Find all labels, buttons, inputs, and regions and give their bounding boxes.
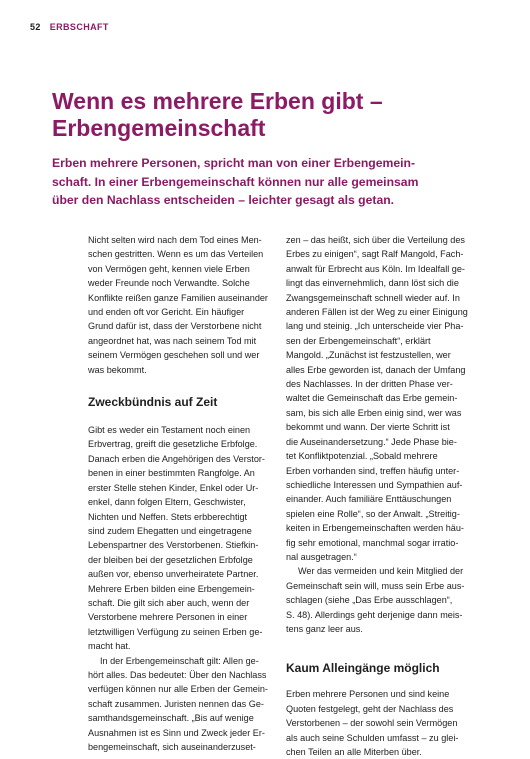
text-line: anderen Fällen ist der Weg zu einer Einigung — [286, 307, 468, 318]
text-line: chen Teilen an alle Miterben über. — [286, 747, 422, 757]
text-line: schlagen (siehe „Das Erbe ausschlagen“, — [286, 595, 453, 606]
text-line: bekommt und wann. Der vierte Schritt ist — [286, 422, 450, 433]
left-column — [88, 233, 278, 754]
text-line: was bekommt. — [88, 364, 147, 375]
text-line: Grund dafür ist, dass der Verstorbene nicht — [88, 321, 262, 332]
text-line: Gemeinschaft sein will, muss sein Erbe aus- — [286, 580, 465, 591]
text-line: nal ausgetragen.“ — [286, 551, 357, 562]
text-line: bengemeinschaft, sich auseinanderzuset- — [88, 742, 256, 752]
text-line: erster Stelle stehen Kinder, Enkel oder Ur- — [88, 482, 259, 493]
text-line: weder Freunde noch Verwandte. Solche — [88, 278, 250, 289]
page-title — [52, 88, 502, 142]
text-line: lingt das einvernehmlich, dann löst sich die — [286, 278, 459, 289]
text-line: Erbvertrag, greift die gesetzliche Erbfolge. — [88, 439, 258, 450]
lead-paragraph — [52, 154, 492, 210]
section-paragraph — [286, 687, 476, 759]
text-line: Wer das vermeiden und kein Mitglied der — [298, 566, 464, 577]
title-line: Wenn es mehrere Erben gibt – — [52, 88, 383, 114]
body-paragraph — [88, 654, 278, 755]
text-line: hört alles. Das bedeutet: Über den Nachlass — [88, 669, 267, 680]
text-line: Nicht selten wird nach dem Tod eines Men- — [88, 235, 262, 245]
text-line: samthandsgemeinschaft. „Bis auf wenige — [88, 713, 254, 724]
text-line: Zwangsgemeinschaft schnell wieder auf. In — [286, 292, 460, 303]
text-line: Mehrere Erben bilden eine Erbengemein- — [88, 583, 255, 594]
text-line: enkel, dann folgen Eltern, Geschwister, — [88, 497, 246, 508]
text-line: einander. Auch familiäre Enttäuschungen — [286, 494, 452, 505]
text-line: die Auseinandersetzung.“ Jede Phase bie- — [286, 436, 457, 447]
text-line: letztwilligen Verfügung zu seinen Erben ge- — [88, 626, 263, 637]
text-line: als auch seine Schulden umfasst – zu glei- — [286, 732, 459, 743]
text-line: Mangold. „Zunächst ist festzustellen, wer — [286, 350, 451, 361]
title-line: Erbengemeinschaft — [52, 115, 266, 141]
text-line: außen vor, ebenso unverheiratete Partner. — [88, 569, 259, 580]
text-line: anwalt für Erbrecht aus Köln. Im Idealfall ge- — [286, 263, 465, 274]
text-line: Verstorbene mehrere Personen in einer — [88, 612, 248, 623]
subheading: Kaum Alleingänge möglich — [286, 661, 440, 676]
spacer — [88, 377, 278, 394]
text-line: sen der Erbengemeinschaft“, erklärt — [286, 335, 431, 346]
text-line: keiten in Erbengemeinschaften werden häu- — [286, 523, 464, 534]
text-line: Nichten und Neffen. Stets erbberechtigt — [88, 511, 248, 522]
text-line: S. 48). Allerdings geht derjenige dann meis- — [286, 609, 463, 620]
text-line: fig sehr emotional, manchmal sogar irratio- — [286, 537, 459, 548]
continued-paragraph — [286, 233, 476, 564]
text-line: macht hat. — [88, 641, 131, 652]
text-line: verfügen können nur alle Erben der Gemein- — [88, 684, 268, 695]
text-line: waltet die Gemeinschaft das Erbe gemein- — [286, 393, 458, 404]
text-line: benen in einer bestimmten Rangfolge. An — [88, 468, 255, 479]
text-line: sam, bis sich alle Erben einig sind, wer was — [286, 407, 462, 418]
section-label: ERBSCHAFT — [49, 22, 109, 32]
text-line: tens ganz leer aus. — [286, 623, 363, 634]
text-line: und enden oft vor Gericht. Ein häufiger — [88, 307, 245, 318]
right-column — [286, 233, 476, 759]
text-line: In der Erbengemeinschaft gilt: Allen ge- — [100, 655, 259, 666]
text-line: Gibt es weder ein Testament noch einen — [88, 425, 251, 436]
text-line: Konflikte reißen ganze Familien auseinander — [88, 292, 268, 303]
lead-line: schaft. In einer Erbengemeinschaft können nur alle gemeinsam — [52, 174, 419, 189]
text-line: Quoten festgelegt, geht der Nachlass des — [286, 703, 454, 714]
lead-line: Erben mehrere Personen, spricht man von einer Erbengemein- — [52, 156, 416, 170]
subheading: Zweckbündnis auf Zeit — [88, 395, 218, 410]
text-line: schaft. Die gilt sich aber auch, wenn der — [88, 597, 250, 608]
text-line: Verstorbenen – der sowohl sein Vermögen — [286, 718, 458, 729]
text-line: angeordnet hat, was nach seinem Tod mit — [88, 335, 257, 346]
spacer — [286, 636, 476, 660]
text-line: schen gestritten. Wenn es um das Verteilen — [88, 249, 264, 260]
text-line: zen – das heißt, sich über die Verteilung des — [286, 235, 465, 245]
text-line: Ausnahmen ist es Sinn und Zweck jeder Er- — [88, 727, 265, 738]
text-line: alles Erbe geworden ist, danach der Umfang — [286, 364, 466, 375]
text-line: sind zudem Ehegatten und eingetragene — [88, 525, 252, 536]
text-line: schaft zusammen. Juristen nennen das Ge- — [88, 698, 264, 709]
lead-line: über den Nachlass entscheiden – leichter gesagt als getan. — [52, 193, 395, 208]
running-head — [30, 22, 109, 32]
text-line: schiedliche Interessen und Sympathien auf- — [286, 479, 463, 490]
body-paragraph — [286, 564, 476, 636]
text-line: Erben vorhanden sind, treffen häufig unter- — [286, 465, 460, 476]
page-number: 52 — [30, 22, 41, 32]
text-line: lang und steinig. „Ich unterscheide vier Pha- — [286, 321, 464, 332]
intro-paragraph — [88, 233, 278, 377]
text-line: der bleiben bei der gesetzlichen Erbfolge — [88, 554, 253, 565]
section-paragraph — [88, 423, 278, 654]
text-line: von Vermögen geht, kennen viele Erben — [88, 263, 250, 274]
text-line: Erben mehrere Personen und sind keine — [286, 689, 450, 700]
text-line: Danach erben die Angehörigen des Verstor- — [88, 453, 265, 464]
text-line: spielen eine Rolle“, so der Anwalt. „Streitig- — [286, 508, 460, 519]
text-line: seinem Vermögen geschehen soll und wer — [88, 350, 260, 361]
text-line: Erbes zu einigen“, sagt Ralf Mangold, Fach- — [286, 249, 464, 260]
text-line: Lebenspartner des Verstorbenen. Stiefkin- — [88, 540, 259, 551]
text-line: tet Konfliktpotenzial. „Sobald mehrere — [286, 451, 438, 462]
text-line: des Nachlasses. In der dritten Phase ver- — [286, 379, 453, 390]
